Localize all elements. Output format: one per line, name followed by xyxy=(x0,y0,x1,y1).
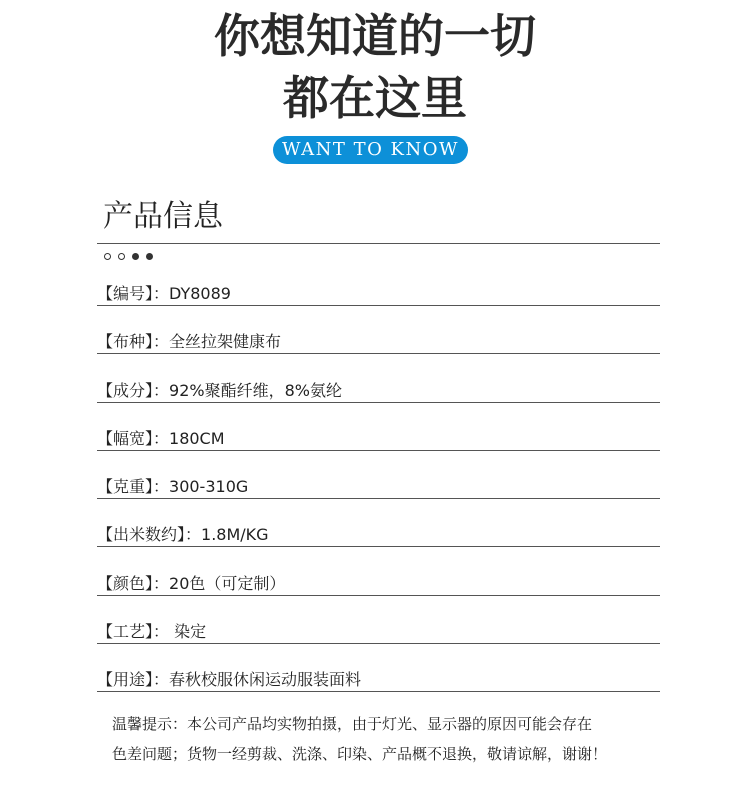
spec-label: 【编号】： xyxy=(97,284,170,303)
spec-value: 春秋校服休闲运动服装面料 xyxy=(169,670,362,689)
spec-value: 全丝拉架健康布 xyxy=(169,332,282,351)
spec-row-usage xyxy=(97,644,660,692)
spec-label: 【颜色】： xyxy=(97,574,170,593)
spec-row-fabric xyxy=(97,306,660,354)
section-divider xyxy=(97,243,660,244)
spec-label: 【成分】： xyxy=(97,381,170,400)
spec-value: 20色（可定制） xyxy=(169,574,286,593)
hero-heading-line1: 你想知道的一切 xyxy=(214,9,536,63)
row-divider xyxy=(97,546,660,547)
spec-value: 180CM xyxy=(169,429,225,448)
spec-label: 【出米数约】： xyxy=(97,525,202,544)
spec-row-color xyxy=(97,548,660,596)
spec-row-weight xyxy=(97,451,660,499)
spec-label: 【用途】： xyxy=(97,670,170,689)
spec-value: DY8089 xyxy=(169,284,231,303)
spec-row-meters xyxy=(97,499,660,547)
spec-label: 【布种】： xyxy=(97,332,170,351)
row-divider xyxy=(97,353,660,354)
hero-heading-line2: 都在这里 xyxy=(283,71,467,125)
spec-value: 染定 xyxy=(169,622,207,641)
spec-row-width xyxy=(97,403,660,451)
spec-value: 1.8M/KG xyxy=(201,525,269,544)
spec-value: 92%聚酯纤维，8%氨纶 xyxy=(169,381,342,400)
notice-line1: 温馨提示：本公司产品均实物拍摄，由于灯光、显示器的原因可能会存在 xyxy=(112,715,593,733)
spec-row-code xyxy=(97,258,660,306)
want-to-know-badge: WANT TO KNOW xyxy=(273,136,468,164)
notice-line2: 色差问题；货物一经剪裁、洗涤、印染、产品概不退换，敬请谅解，谢谢！ xyxy=(112,745,608,763)
spec-row-composition xyxy=(97,355,660,403)
spec-label: 【工艺】： xyxy=(97,622,170,641)
spec-row-process xyxy=(97,596,660,644)
spec-label: 【幅宽】： xyxy=(97,429,170,448)
spec-label: 【克重】： xyxy=(97,477,170,496)
section-title: 产品信息 xyxy=(103,199,223,234)
spec-value: 300-310G xyxy=(169,477,249,496)
row-divider xyxy=(97,691,660,692)
